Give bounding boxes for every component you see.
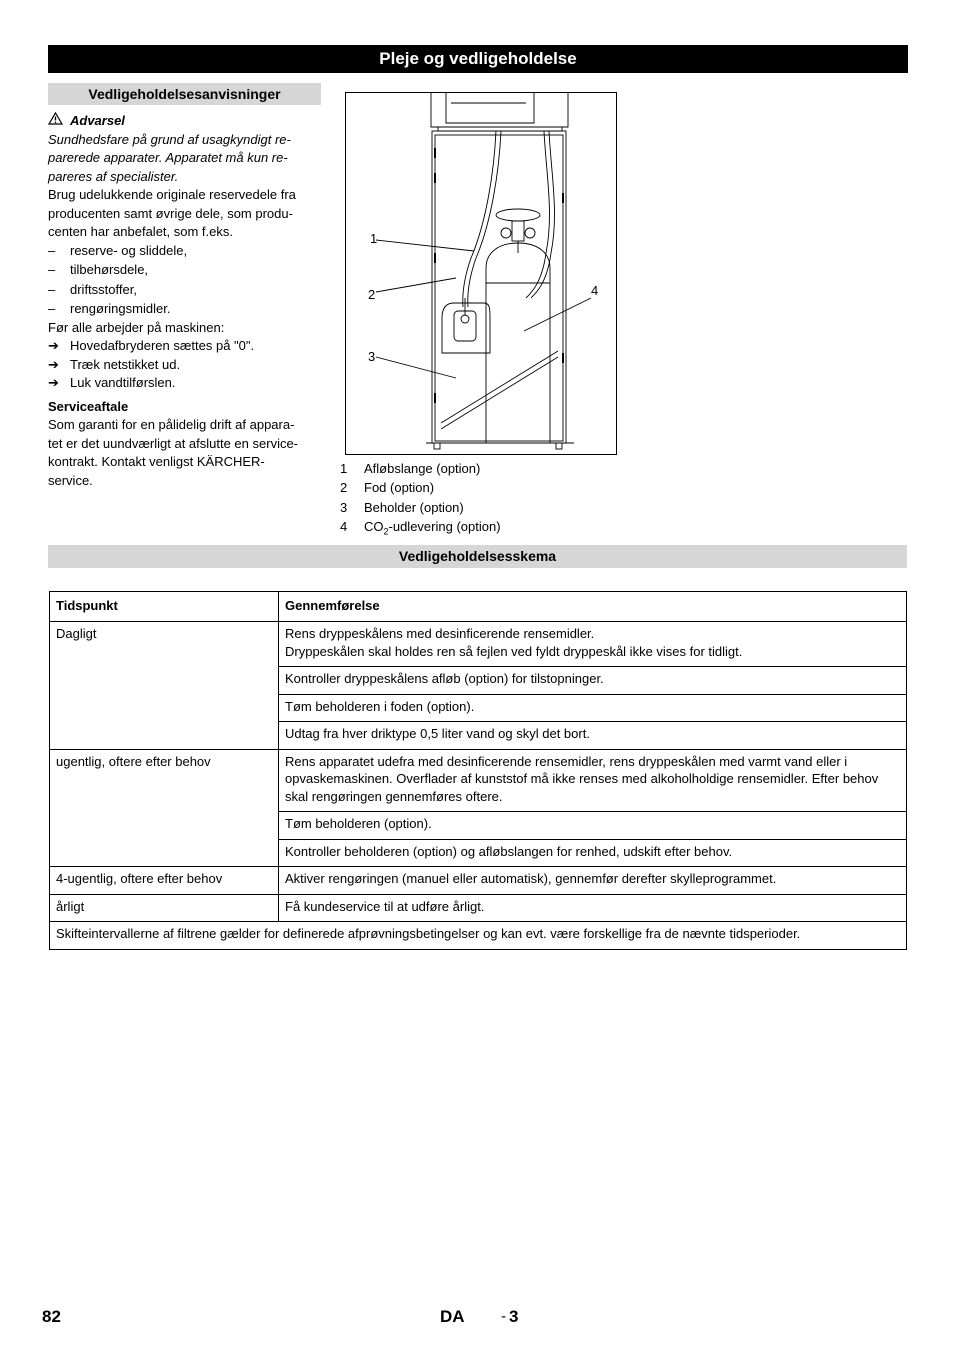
service-title: Serviceaftale <box>48 398 129 414</box>
table-header-row <box>50 592 907 622</box>
warning-text: Sundhedsfare på grund af usagkyndigt re- parerede apparater. Apparatet må kun re- pareres af specialister. <box>48 131 291 184</box>
arrow-right-icon: ➔ <box>48 338 59 353</box>
warning-label: Advarsel <box>70 113 125 128</box>
note-cell: Skifteintervallerne af filtrene gælder for definerede afprøvningsbetingelser og kan evt. være forskellige fra de nævnte tidsperioder. <box>50 922 907 950</box>
warning-icon <box>48 112 70 131</box>
action-cell: Rens apparatet udefra med desinficerende rensemidler, rens dryppeskålen med varmt vand eller i opvaskemaskinen. Overflader af kunststof må ikke renses med alkoholholdige rensemidler. Efter behov skal rengøringen gennemføres oftere. <box>279 749 907 812</box>
intro-text: Brug udelukkende originale reservedele fra producenten samt øvrige dele, som produ- centen har anbefalet, som f.eks. <box>48 187 296 239</box>
callout-2: 2 <box>368 287 376 302</box>
language-code: DA <box>440 1307 465 1326</box>
section-title-maintenance-schedule: Vedligeholdelsesskema <box>48 545 907 568</box>
time-cell: Dagligt <box>50 622 279 750</box>
action-cell: Udtag fra hver driktype 0,5 liter vand og skyl det bort. <box>279 722 907 750</box>
sub-page-number: 3 <box>509 1307 519 1326</box>
figure-legend <box>340 459 501 542</box>
legend-item: 1 Afløbslange (option) <box>340 461 481 476</box>
legend-item: 2 Fod (option) <box>340 480 435 496</box>
section-title-maintenance-instructions: Vedligeholdelsesanvisninger <box>48 83 321 105</box>
list-item: – tilbehørsdele, <box>48 262 149 277</box>
action-cell: Tøm beholderen (option). <box>279 812 907 840</box>
callout-1: 1 <box>370 231 378 246</box>
action-cell: Kontroller beholderen (option) og afløbslangen for renhed, udskift efter behov. <box>279 839 907 867</box>
action-cell: Få kundeservice til at udføre årligt. <box>279 894 907 922</box>
parts-list <box>48 242 328 319</box>
list-item: – reserve- og sliddele, <box>48 242 188 258</box>
col-header-time: Tidspunkt <box>50 592 279 622</box>
callout-4: 4 <box>591 283 599 298</box>
table-row <box>50 922 907 950</box>
arrow-right-icon: ➔ <box>48 356 59 372</box>
table-row <box>50 894 907 922</box>
list-item: – driftsstoffer, <box>48 281 137 297</box>
callout-3: 3 <box>368 349 376 364</box>
col-header-action: Gennemførelse <box>279 592 907 622</box>
list-item: ➔ Luk vandtilførslen. <box>48 374 328 393</box>
action-cell: Rens dryppeskålens med desinficerende rensemidler. Dryppeskålen skal holdes ren så fejlen ved fyldt dryppeskål ikke vises for tidligt. <box>279 622 907 667</box>
left-column <box>48 112 328 490</box>
action-cell: Tøm beholderen i foden (option). <box>279 694 907 722</box>
time-cell: 4-ugentlig, oftere efter behov <box>50 867 279 895</box>
dispenser-figure <box>345 92 617 455</box>
page-title: Pleje og vedligeholdelse <box>48 45 908 73</box>
maintenance-table <box>49 591 907 950</box>
list-item: – rengøringsmidler. <box>48 301 171 316</box>
list-item: ➔ Hovedafbryderen sættes på "0". <box>48 337 328 356</box>
time-cell: ugentlig, oftere efter behov <box>50 749 279 867</box>
action-cell: Kontroller dryppeskålens afløb (option) for tilstopninger. <box>279 667 907 695</box>
arrow-right-icon: ➔ <box>48 375 59 390</box>
time-cell: årligt <box>50 894 279 922</box>
action-cell: Aktiver rengøringen (manuel eller automatisk), gennemfør derefter skylleprogrammet. <box>279 867 907 895</box>
steps-list <box>48 337 328 393</box>
dispenser-illustration <box>346 93 616 454</box>
list-item: ➔ Træk netstikket ud. <box>48 356 328 375</box>
table-row <box>50 867 907 895</box>
before-work-text: Før alle arbejder på maskinen: <box>48 319 225 335</box>
page-number: 82 <box>42 1307 61 1326</box>
legend-item: 3 Beholder (option) <box>340 499 464 515</box>
footer-dash: - <box>501 1308 506 1325</box>
service-text: Som garanti for en pålidelig drift af appara- tet er det uundværligt at afslutte en service- kontrakt. Kontakt venligst KÄRCHER- service. <box>48 417 299 488</box>
legend-item: 4 $CO_2$-udlevering (option) <box>340 518 501 537</box>
table-row <box>50 749 907 812</box>
table-row <box>50 622 907 667</box>
